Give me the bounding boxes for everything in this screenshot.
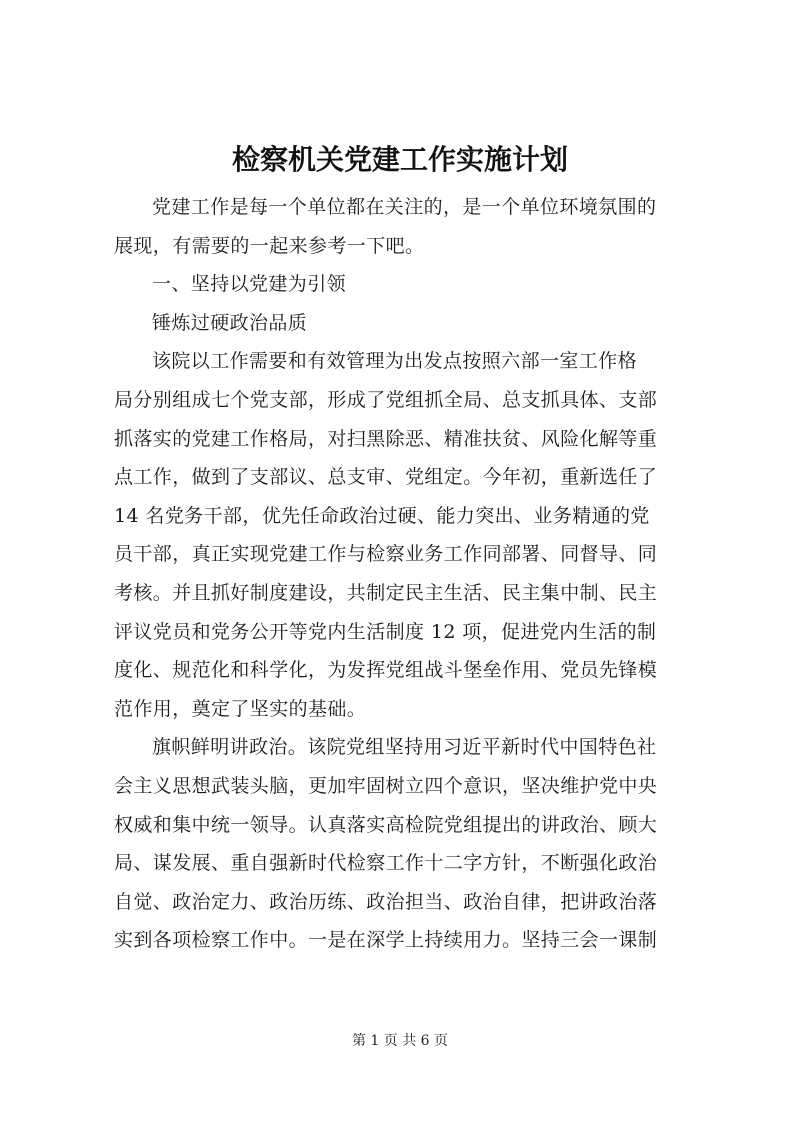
paragraph-intro [114,188,704,265]
text-line: 党建工作是每一个单位都在关注的，是一个单位环境氛围的 [152,196,657,218]
document-body [114,188,704,960]
section-heading [114,265,704,304]
section-subheading [114,304,704,343]
text-line: 该院以工作需要和有效管理为出发点按照六部一室工作格 [152,350,638,373]
text-line: 局、谋发展、重自强新时代检察工作十二字方针，不断强化政治 [114,852,658,875]
text-line: 度化、规范化和科学化，为发挥党组战斗堡垒作用、党员先锋模 [114,659,658,682]
text-line: 范作用，奠定了坚实的基础。 [114,697,367,720]
document-title: 检察机关党建工作实施计划 [231,143,568,176]
text-line: 14 名党务干部，优先任命政治过硬、能力突出、业务精通的党 [114,504,650,527]
paragraph-politics [114,728,704,960]
text-line: 考核。并且抓好制度建设，共制定民主生活、民主集中制、民主 [114,581,658,604]
text-line: 锤炼过硬政治品质 [152,311,308,334]
text-line: 局分别组成七个党支部，形成了党组抓全局、总支抓具体、支部 [114,388,658,411]
text-line: 权威和集中统一领导。认真落实高检院党组提出的讲政治、顾大 [114,813,658,836]
text-line: 自觉、政治定力、政治历练、政治担当、政治自律，把讲政治落 [114,890,658,913]
text-line: 展现，有需要的一起来参考一下吧。 [114,234,425,257]
text-line: 员干部，真正实现党建工作与检察业务工作同部署、同督导、同 [114,543,658,566]
paragraph-organization [114,342,704,728]
text-line: 旗帜鲜明讲政治。该院党组坚持用习近平新时代中国特色社 [152,736,657,759]
text-line: 会主义思想武装头脑，更加牢固树立四个意识，坚决维护党中央 [114,774,658,797]
text-line: 抓落实的党建工作格局，对扫黑除恶、精准扶贫、风险化解等重 [114,427,658,450]
text-line: 评议党员和党务公开等党内生活制度 12 项，促进党内生活的制 [114,620,657,643]
text-line: 一、坚持以党建为引领 [152,273,347,296]
text-line: 实到各项检察工作中。一是在深学上持续用力。坚持三会一课制 [114,929,658,952]
page-number-footer: 第 1 页 共 6 页 [351,1033,449,1049]
text-line: 点工作，做到了支部议、总支审、党组定。今年初，重新选任了 [114,466,658,489]
